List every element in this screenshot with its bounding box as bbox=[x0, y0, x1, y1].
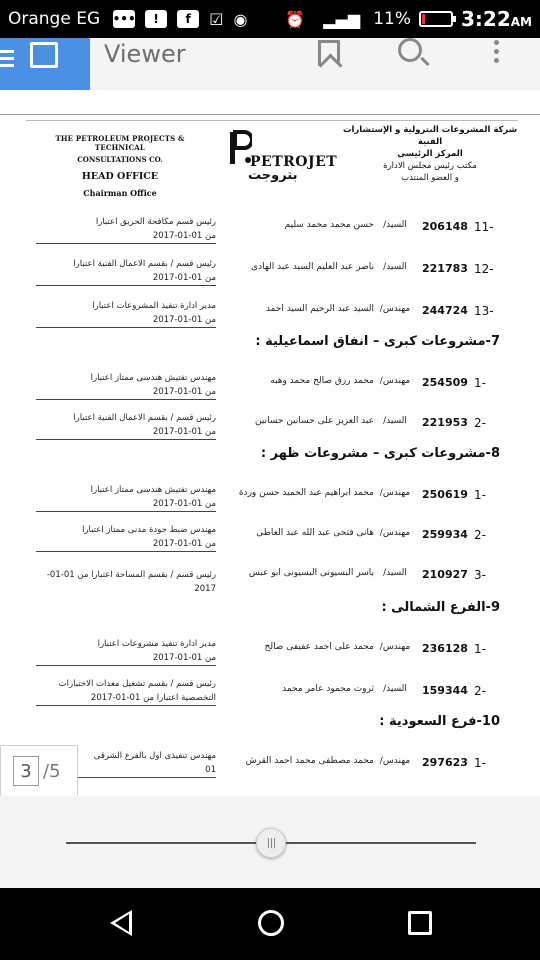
employee-code: 250619 bbox=[422, 488, 468, 501]
position-text: رئيس قسم / بقسم تشغيل معدات الاختبارات bbox=[58, 679, 216, 689]
app-title: Viewer bbox=[104, 40, 186, 68]
effective-date: من 01-01-2017 bbox=[36, 271, 216, 286]
home-icon[interactable] bbox=[258, 910, 284, 936]
effective-date: التخصصية اعتبارا من 01-01-2017 bbox=[36, 691, 216, 706]
employee-code: 259934 bbox=[422, 528, 468, 541]
employee-name: حسن محمد محمد سليم bbox=[284, 220, 374, 230]
effective-date: من 01-01-2017 bbox=[36, 229, 216, 244]
position-text: مهندس ضبط جودة مدنى ممتاز اعتبارا bbox=[82, 525, 216, 535]
employee-position bbox=[36, 483, 216, 512]
employee-code: 206148 bbox=[422, 220, 468, 233]
employee-name: محمد مصطفى محمد احمد القرش bbox=[245, 756, 374, 766]
status-bar bbox=[0, 0, 540, 38]
chairman-office-label: Chairman Office bbox=[83, 188, 157, 198]
section-heading: 9-الفرع الشمالى : bbox=[381, 600, 500, 615]
company-name-line1: THE PETROLEUM PROJECTS & TECHNICAL bbox=[55, 134, 185, 152]
clock-time: 3:22 bbox=[461, 7, 511, 31]
clock-ampm: AM bbox=[510, 15, 532, 29]
employee-title: مهندس/ bbox=[379, 528, 411, 538]
document-list-button[interactable] bbox=[0, 38, 90, 90]
page-scrubber-panel bbox=[0, 796, 540, 888]
battery-percent: 11% bbox=[373, 9, 412, 29]
row-number: 12- bbox=[474, 262, 494, 276]
employee-code: 297623 bbox=[422, 756, 468, 769]
position-text: مدير ادارة تنفيذ مشروعات اعتبارا bbox=[97, 639, 216, 649]
position-text: مهندس تفتيش هندسى ممتاز اعتبارا bbox=[90, 485, 216, 495]
employee-code: 254509 bbox=[422, 376, 468, 389]
employee-name: محمد على احمد عفيفى صالح bbox=[264, 642, 374, 652]
employee-position bbox=[36, 637, 216, 666]
system-nav-bar bbox=[0, 888, 540, 960]
employee-title: مهندس/ bbox=[379, 304, 411, 314]
clock bbox=[461, 7, 532, 31]
employee-title: مهندس/ bbox=[379, 756, 411, 766]
more-options-icon[interactable] bbox=[494, 40, 500, 67]
effective-date: من 01-01-2017 bbox=[36, 651, 216, 666]
company-name-line2: CONSULTATIONS CO. bbox=[77, 155, 163, 164]
bookmark-icon[interactable] bbox=[318, 40, 340, 66]
employee-code: 159344 bbox=[422, 684, 468, 697]
list-item bbox=[0, 373, 540, 416]
employee-name: عبد العزيز على حسانين حسانين bbox=[255, 416, 374, 426]
row-number: 1- bbox=[474, 756, 486, 770]
logo-arabic-text: بتروجت bbox=[248, 168, 298, 183]
employee-code: 210927 bbox=[422, 568, 468, 581]
employee-name: ياسر البسيونى البسيونى ابو عبس bbox=[248, 568, 374, 578]
employee-code: 221783 bbox=[422, 262, 468, 275]
position-text: مدير ادارة تنفيذ المشروعات اعتبارا bbox=[92, 301, 216, 311]
personnel-list bbox=[0, 90, 540, 796]
logo-latin-text: PETROJET bbox=[250, 154, 338, 170]
row-number: 2- bbox=[474, 684, 486, 698]
signal-icon: ▂▄▆ bbox=[323, 9, 361, 29]
effective-date: من 01-01-2017 bbox=[36, 537, 216, 552]
position-text: مهندس تفتيش هندسى ممتاز اعتبارا bbox=[90, 373, 216, 383]
employee-title: مهندس/ bbox=[379, 376, 411, 386]
employee-position bbox=[36, 215, 216, 244]
document-viewport[interactable] bbox=[0, 90, 540, 796]
head-office-label: HEAD OFFICE bbox=[81, 171, 159, 182]
position-text: مهندس تنفيذى اول بالفرع الشرقى bbox=[93, 751, 216, 761]
row-number: 1- bbox=[474, 376, 486, 390]
document-page bbox=[0, 90, 540, 796]
company-name-arabic: شركة المشروعات البترولية و الإستشارات الفنية bbox=[342, 125, 518, 147]
employee-position bbox=[36, 371, 216, 400]
recent-apps-icon[interactable] bbox=[408, 911, 432, 935]
row-number: 13- bbox=[474, 304, 494, 318]
effective-date: 01 bbox=[36, 763, 216, 778]
employee-title: السيد/ bbox=[383, 262, 407, 272]
row-number: 2- bbox=[474, 528, 486, 542]
chairman-office-arabic: مكتب رئيس مجلس الادارة bbox=[383, 161, 477, 171]
employee-position bbox=[36, 677, 216, 706]
list-item bbox=[0, 485, 540, 528]
row-number: 1- bbox=[474, 488, 486, 502]
employee-name: ناصر عبد العليم السيد عبد الهادى bbox=[251, 262, 374, 272]
employee-title: السيد/ bbox=[383, 220, 407, 230]
message-notification-icon: ••• bbox=[112, 12, 136, 26]
employee-name: محمد ابراهيم عبد الحميد حسن وردة bbox=[238, 488, 374, 498]
employee-title: السيد/ bbox=[383, 568, 407, 578]
employee-position bbox=[36, 411, 216, 440]
employee-name: هانى فتحى عبد الله عبد العاطى bbox=[256, 528, 374, 538]
battery-icon bbox=[419, 11, 453, 27]
app-notification-icon: ☑ bbox=[209, 9, 224, 29]
head-office-arabic: المركز الرئيسى bbox=[397, 149, 463, 159]
list-item bbox=[0, 639, 540, 682]
employee-title: مهندس/ bbox=[379, 488, 411, 498]
page-indicator[interactable] bbox=[0, 745, 78, 799]
section-heading: 8-مشروعات كبرى – مشروعات ظهر : bbox=[260, 446, 500, 461]
employee-position bbox=[36, 299, 216, 328]
effective-date: من 01-01-2017 bbox=[36, 497, 216, 512]
row-number: 11- bbox=[474, 220, 494, 234]
list-item bbox=[0, 217, 540, 260]
employee-code: 236128 bbox=[422, 642, 468, 655]
current-page-field[interactable]: 3 bbox=[13, 756, 39, 786]
position-text: رئيس قسم / بقسم الاعمال الفنية اعتبارا bbox=[73, 259, 216, 269]
managing-director-arabic: و العضو المنتدب bbox=[401, 173, 459, 183]
effective-date: من 01-01-2017 bbox=[36, 425, 216, 440]
list-item bbox=[0, 751, 540, 796]
employee-position bbox=[36, 257, 216, 286]
alarm-icon: ⏰ bbox=[285, 9, 306, 29]
facebook-notification-icon: f bbox=[177, 10, 199, 28]
row-number: 1- bbox=[474, 642, 486, 656]
effective-date: من 01-01-2017 bbox=[36, 385, 216, 400]
menu-icon[interactable] bbox=[0, 50, 14, 71]
position-text: رئيس قسم مكافحة الحريق اعتبارا bbox=[95, 217, 216, 227]
section-heading: 7-مشروعات كبرى – انفاق اسماعيلية : bbox=[255, 334, 500, 349]
position-text: رئيس قسم / بقسم المساحة اعتبارا من 01-01-2017 bbox=[46, 570, 216, 594]
employee-name: محمد رزق صالح محمد وهبه bbox=[270, 376, 374, 386]
employee-title: السيد/ bbox=[383, 416, 407, 426]
row-number: 2- bbox=[474, 416, 486, 430]
employee-name: السيد عبد الرحيم السيد احمد bbox=[265, 304, 374, 314]
alert-notification-icon: ! bbox=[145, 10, 167, 28]
pages-icon[interactable] bbox=[30, 42, 58, 68]
employee-code: 244724 bbox=[422, 304, 468, 317]
search-icon[interactable] bbox=[398, 38, 422, 62]
row-number: 3- bbox=[474, 568, 486, 582]
section-heading: 10-فرع السعودية : bbox=[379, 714, 500, 729]
list-item bbox=[0, 259, 540, 302]
effective-date: من 01-01-2017 bbox=[36, 313, 216, 328]
employee-position bbox=[36, 568, 216, 596]
employee-name: ثروت محمود عامر محمد bbox=[282, 684, 374, 694]
employee-code: 221953 bbox=[422, 416, 468, 429]
messenger-notification-icon: ◉ bbox=[233, 9, 248, 29]
employee-title: مهندس/ bbox=[379, 642, 411, 652]
employee-position bbox=[36, 523, 216, 552]
employee-title: السيد/ bbox=[383, 684, 407, 694]
position-text: رئيس قسم / بقسم الاعمال الفنية اعتبارا bbox=[73, 413, 216, 423]
app-bar bbox=[0, 38, 540, 90]
list-item bbox=[0, 525, 540, 568]
total-pages-label: /5 bbox=[43, 761, 61, 782]
page-slider-handle[interactable] bbox=[256, 828, 286, 858]
carrier-label: Orange EG bbox=[8, 9, 101, 29]
back-icon[interactable] bbox=[110, 910, 132, 936]
